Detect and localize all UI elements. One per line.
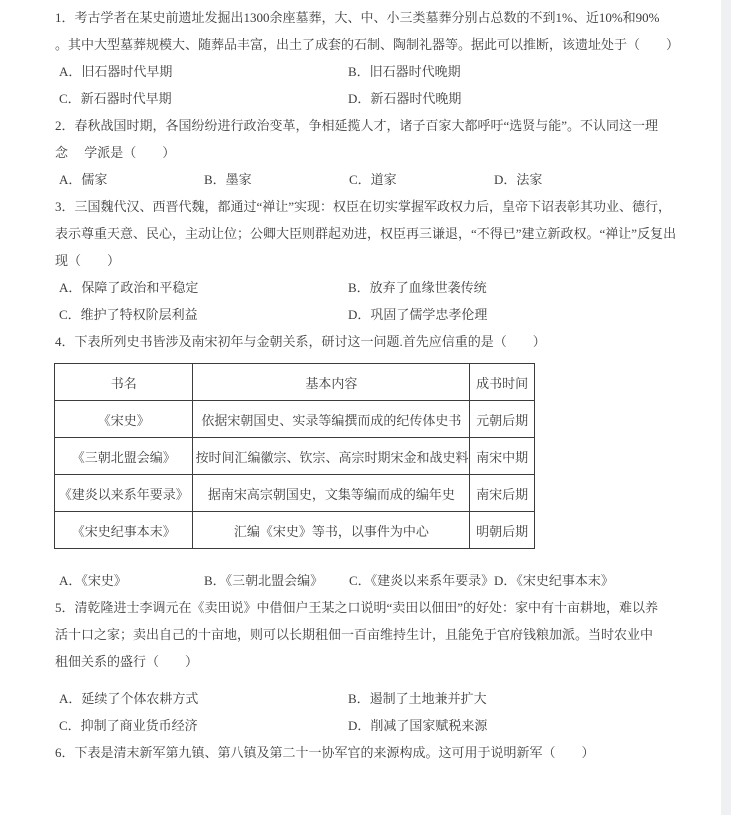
question-3-option-a: A．保障了政治和平稳定 <box>59 280 199 295</box>
table-row <box>55 475 535 512</box>
question-3-text-line-2: 表示尊重天意、民心，主动让位；公卿大臣则群起劝进，权臣再三谦退，“不得已”建立新政权。“禅让”反复出 <box>55 226 677 241</box>
question-4-option-c: C．《建炎以来系年要录》 <box>349 573 495 588</box>
question-2-text-line-2: 念 学派是（ ） <box>55 145 176 160</box>
scrollbar-track[interactable] <box>721 0 731 815</box>
header-book-name: 书名 <box>55 364 193 401</box>
cell-completion-time: 明朝后期 <box>470 512 535 549</box>
header-basic-content: 基本内容 <box>193 364 470 401</box>
header-completion-time: 成书时间 <box>470 364 535 401</box>
cell-basic-content: 按时间汇编徽宗、钦宗、高宗时期宋金和战史料 <box>193 438 470 475</box>
exam-document <box>55 4 705 766</box>
question-2-option-a: A．儒家 <box>59 172 108 187</box>
cell-completion-time: 南宋后期 <box>470 475 535 512</box>
question-3-option-b: B．放弃了血缘世袭传统 <box>348 280 487 295</box>
question-5-option-d: D．削减了国家赋税来源 <box>348 718 488 733</box>
question-1-options <box>55 58 705 112</box>
question-3-option-c: C．维护了特权阶层利益 <box>59 307 198 322</box>
question-1-text-line-2: 。其中大型墓葬规模大、随葬品丰富，出土了成套的石制、陶制礼器等。据此可以推断，该遗址处于（ ） <box>55 37 680 52</box>
question-5-options <box>55 685 705 739</box>
question-2-options <box>55 166 705 193</box>
question-4-options <box>55 567 705 594</box>
question-2-option-d: D．法家 <box>494 172 543 187</box>
question-4-option-b: B．《三朝北盟会编》 <box>204 573 324 588</box>
question-2-option-b: B．墨家 <box>204 172 252 187</box>
cell-basic-content: 汇编《宋史》等书，以事件为中心 <box>193 512 470 549</box>
question-4-option-a: A．《宋史》 <box>59 573 127 588</box>
cell-book-name: 《三朝北盟会编》 <box>55 438 193 475</box>
question-5-option-b: B．遏制了土地兼并扩大 <box>348 691 487 706</box>
table-row <box>55 401 535 438</box>
question-6-text-line-1: 6．下表是清末新军第九镇、第八镇及第二十一协军官的来源构成。这可用于说明新军（ ） <box>55 745 595 760</box>
table-row <box>55 438 535 475</box>
cell-completion-time: 南宋中期 <box>470 438 535 475</box>
cell-book-name: 《宋史》 <box>55 401 193 438</box>
cell-basic-content: 据南宋高宗朝国史，文集等编而成的编年史 <box>193 475 470 512</box>
table-header-row <box>55 364 535 401</box>
cell-basic-content: 依据宋朝国史、实录等编撰而成的纪传体史书 <box>193 401 470 438</box>
question-2-text-line-1: 2．春秋战国时期，各国纷纷进行政治变革，争相延揽人才，诸子百家大都呼吁“选贤与能”。不认同这一理 <box>55 118 659 133</box>
cell-book-name: 《宋史纪事本末》 <box>55 512 193 549</box>
question-5 <box>55 594 705 739</box>
question-2-option-c: C．道家 <box>349 172 397 187</box>
cell-book-name: 《建炎以来系年要录》 <box>55 475 193 512</box>
question-4-text-line-1: 4．下表所列史书皆涉及南宋初年与金朝关系，研讨这一问题.首先应信重的是（ ） <box>55 334 546 349</box>
question-5-text-line-3: 租佃关系的盛行（ ） <box>55 654 199 669</box>
question-1-option-c: C．新石器时代早期 <box>59 91 172 106</box>
question-3-text-line-1: 3．三国魏代汉、西晋代魏，都通过“禅让”实现：权臣在切实掌握军政权力后，皇帝下诏表彰其功业、德行， <box>55 199 672 214</box>
cell-completion-time: 元朝后期 <box>470 401 535 438</box>
question-6 <box>55 739 705 766</box>
question-1-option-b: B．旧石器时代晚期 <box>348 64 461 79</box>
history-books-table <box>54 363 535 549</box>
question-5-option-c: C．抑制了商业货币经济 <box>59 718 198 733</box>
question-4 <box>55 328 705 594</box>
question-3-text-line-3: 现（ ） <box>55 253 121 268</box>
question-5-option-a: A．延续了个体农耕方式 <box>59 691 199 706</box>
question-1-text-line-1: 1．考古学者在某史前遗址发掘出1300余座墓葬，大、中、小三类墓葬分别占总数的不到1%、近10%和90% <box>55 10 660 25</box>
question-1-option-d: D．新石器时代晚期 <box>348 91 462 106</box>
question-3-option-d: D．巩固了儒学忠孝伦理 <box>348 307 488 322</box>
table-row <box>55 512 535 549</box>
question-5-text-line-1: 5．清乾隆进士李调元在《卖田说》中借佃户王某之口说明“卖田以佃田”的好处：家中有十亩耕地，难以养 <box>55 600 659 615</box>
question-1 <box>55 4 705 112</box>
question-2 <box>55 112 705 193</box>
question-5-text-line-2: 活十口之家；卖出自己的十亩地，则可以长期租佃一百亩维持生计，且能免于官府钱粮加派。当时农业中 <box>55 627 654 642</box>
question-3 <box>55 193 705 328</box>
question-3-options <box>55 274 705 328</box>
question-4-option-d: D．《宋史纪事本末》 <box>494 573 614 588</box>
question-1-option-a: A．旧石器时代早期 <box>59 64 173 79</box>
